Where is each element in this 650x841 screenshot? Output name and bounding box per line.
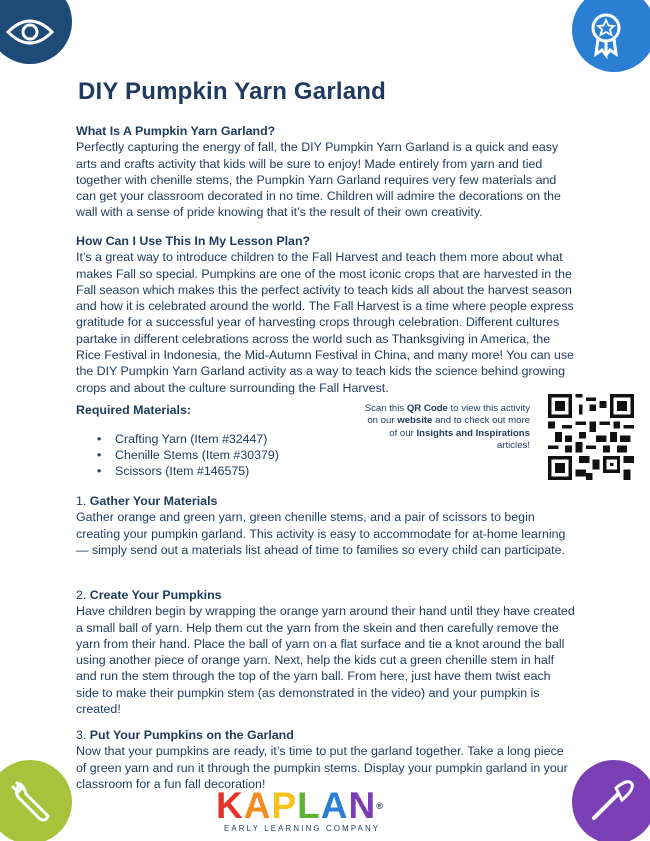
step-body: Now that your pumpkins are ready, it’s time to put the garland together. Take a long piece of green yarn and run it through the pumpkin stems. Display your pumpkin garland in your classroom for a fun fall decoration! <box>76 744 568 791</box>
section-heading: What Is A Pumpkin Yarn Garland? <box>76 124 276 138</box>
materials-heading: Required Materials: <box>76 403 191 417</box>
award-badge <box>572 0 650 72</box>
page-title: DIY Pumpkin Yarn Garland <box>78 78 387 105</box>
materials-list <box>97 431 279 479</box>
wrench-icon <box>0 760 72 841</box>
step-body: Have children begin by wrapping the orange yarn around their hand until they have created a small ball of yarn. Help them cut the yarn from the skein and then carefully remove the yarn from their hand. Place the ball of yarn on a flat surface and tie a knot around the ball using another piece of orange yarn. Next, help the kids cut a green chenille stem in half and run the stem through the top of the yarn ball. From here, just have them twist each side to make their pumpkin stem (as demonstrated in the video) and your pumpkin is created! <box>76 604 575 717</box>
qr-code[interactable] <box>548 394 634 480</box>
step-title: Put Your Pumpkins on the Garland <box>89 728 294 742</box>
section-heading: How Can I Use This In My Lesson Plan? <box>76 234 311 248</box>
list-item: • Scissors (Item #146575) <box>97 463 279 479</box>
kaplan-logo[interactable] <box>216 787 410 837</box>
logo-wordmark <box>216 787 384 825</box>
eye-icon <box>0 0 72 64</box>
step-1 <box>76 493 576 558</box>
eye-badge <box>0 0 72 64</box>
wrench-badge <box>0 760 72 841</box>
logo-letter: K <box>216 785 244 826</box>
logo-letter: A <box>243 785 272 826</box>
section-body: It’s a great way to introduce children to the Fall Harvest and teach them more about what makes Fall so special. Pumpkins are one of the most iconic crops that are harvested in the Fall season which makes this the perfect activity to teach kids all about the harvest season and how it is celebrated around the world. The Fall Harvest is a time where people express gratitude for a successful year of harvesting crops through celebration. Different cultures partake in different celebrations across the world such as Thanksgiving in America, the Rice Festival in Indonesia, the Mid-Autumn Festival in China, and many more! You can use the DIY Pumpkin Yarn Garland activity as a way to teach kids the science behind growing crops and about the culture surrounding the Fall Harvest. <box>76 250 574 395</box>
logo-letter: N <box>348 785 377 826</box>
logo-letter: A <box>320 785 349 826</box>
section-body: Perfectly capturing the energy of fall, the DIY Pumpkin Yarn Garland is a quick and easy arts and crafts activity that kids will be sure to enjoy! Made entirely from yarn and tied together with chenille stems, the Pumpkin Yarn Garland requires very few materials and can get your classroom decorated in no time. Children will admire the decorations on the wall with a sense of pride knowing that it’s the result of their own creativity. <box>76 140 561 220</box>
step-3 <box>76 727 576 792</box>
list-item: • Chenille Stems (Item #30379) <box>97 447 279 463</box>
step-title: Gather Your Materials <box>89 494 218 508</box>
step-number: 1. <box>76 494 90 508</box>
brush-icon <box>572 760 650 841</box>
logo-letter: P <box>271 785 298 826</box>
step-title: Create Your Pumpkins <box>89 588 222 602</box>
logo-letter: L <box>297 785 321 826</box>
step-body: Gather orange and green yarn, green chenille stems, and a pair of scissors to begin creating your pumpkin garland. This activity is easy to accommodate for at-home learning — simply send out a materials list ahead of time to families so every child can participate. <box>76 510 566 557</box>
award-icon <box>572 0 650 72</box>
section-lesson-plan <box>76 233 576 396</box>
qr-note: Scan this QR Code to view this activity on our website and to check out more of our Insights and Inspirations articles! <box>364 403 530 452</box>
step-2 <box>76 587 576 717</box>
logo-tagline: EARLY LEARNING COMPANY <box>224 824 381 833</box>
step-number: 3. <box>76 728 90 742</box>
registered-mark: ® <box>376 801 384 811</box>
section-what-is <box>76 123 576 221</box>
brush-badge <box>572 760 650 841</box>
step-number: 2. <box>76 588 90 602</box>
list-item: • Crafting Yarn (Item #32447) <box>97 431 279 447</box>
